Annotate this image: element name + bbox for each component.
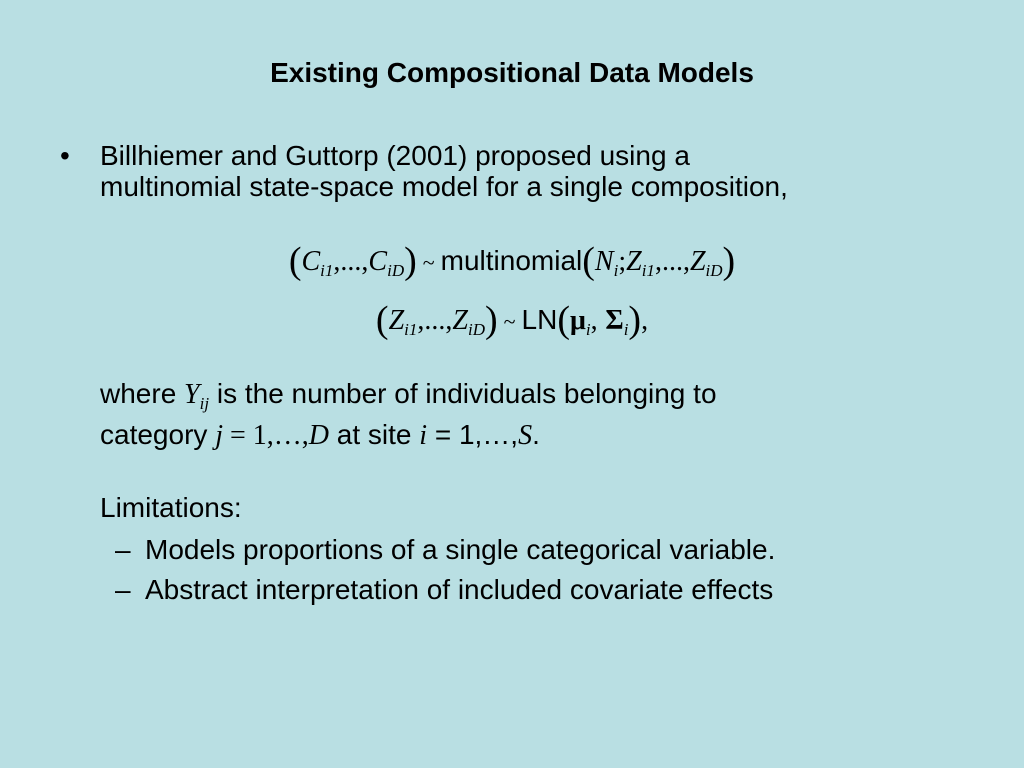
where-rest: is the number of individuals belonging to bbox=[209, 378, 717, 409]
close-paren: ) bbox=[484, 299, 498, 341]
slide-title: Existing Compositional Data Models bbox=[270, 57, 754, 88]
limitation-item bbox=[115, 534, 775, 565]
j-range: = 1,…, bbox=[222, 420, 309, 451]
open-paren: ( bbox=[375, 299, 389, 341]
eq2-comma: , bbox=[590, 305, 598, 336]
eq2-sub-i1: i1 bbox=[404, 320, 418, 339]
eq1-dots-2: ,..., bbox=[654, 246, 690, 277]
eq2-mu-sub-i: i bbox=[585, 320, 591, 339]
eq1-N: N bbox=[594, 246, 614, 277]
limitation-item bbox=[115, 574, 773, 605]
eq1-C2: C bbox=[368, 246, 388, 277]
close-paren: ) bbox=[628, 299, 642, 341]
eq1-semicolon: ; bbox=[618, 246, 627, 277]
var-i: i bbox=[419, 420, 428, 451]
eq1-Z: Z bbox=[626, 246, 642, 277]
category-word: category bbox=[100, 419, 208, 450]
eq2-Z: Z bbox=[388, 305, 405, 336]
eq2-Z2: Z bbox=[452, 305, 468, 336]
eq1-sub-i: i bbox=[613, 261, 619, 280]
eq1-Z2: Z bbox=[689, 246, 706, 277]
dash-marker: – bbox=[115, 574, 131, 605]
close-paren: ) bbox=[404, 240, 417, 282]
i-range: = 1,…, bbox=[427, 419, 519, 450]
var-Y: Y bbox=[184, 379, 200, 410]
where-paragraph bbox=[100, 378, 980, 451]
open-paren: ( bbox=[288, 240, 302, 282]
close-paren: ) bbox=[722, 240, 736, 282]
intro-line-2: multinomial state-space model for a single composition, bbox=[100, 171, 788, 202]
eq1-dots: ,..., bbox=[333, 246, 369, 277]
var-j: j bbox=[215, 420, 223, 451]
eq1-z-sub-iD: iD bbox=[705, 261, 723, 280]
open-paren: ( bbox=[582, 240, 595, 282]
eq2-dots: ,..., bbox=[417, 305, 453, 336]
var-S: S bbox=[518, 420, 533, 451]
equation-multinomial bbox=[0, 241, 1024, 291]
limitation-text: Models proportions of a single categorical variable. bbox=[145, 534, 776, 565]
eq2-mu: μ bbox=[569, 305, 586, 336]
var-D: D bbox=[308, 420, 329, 451]
bullet-marker: • bbox=[60, 140, 70, 171]
var-Y-sub: ij bbox=[199, 394, 210, 413]
eq1-C: C bbox=[301, 246, 321, 277]
eq2-sigma-sub-i: i bbox=[623, 320, 629, 339]
where-word: where bbox=[100, 378, 177, 409]
eq2-sigma: Σ bbox=[605, 305, 624, 336]
limitation-text: Abstract interpretation of included covariate effects bbox=[145, 574, 774, 605]
eq2-tilde: ~ bbox=[503, 309, 516, 334]
where-line-1 bbox=[100, 378, 980, 419]
at-site: at site bbox=[329, 419, 420, 450]
eq2-trailing-comma: , bbox=[641, 305, 649, 336]
eq1-z-sub-i1: i1 bbox=[641, 261, 655, 280]
eq1-sub-iD: iD bbox=[387, 261, 405, 280]
intro-line-1: Billhiemer and Guttorp (2001) proposed using a bbox=[100, 140, 690, 171]
equation-logistic-normal bbox=[0, 300, 1024, 350]
eq1-tilde: ~ bbox=[422, 250, 435, 275]
limitations-label: Limitations: bbox=[100, 492, 242, 523]
eq2-dist-name: LN bbox=[521, 304, 558, 335]
intro-paragraph bbox=[100, 140, 980, 202]
eq1-dist-name: multinomial bbox=[440, 245, 583, 276]
dash-marker: – bbox=[115, 534, 131, 565]
period: . bbox=[532, 419, 540, 450]
open-paren: ( bbox=[557, 299, 570, 341]
where-line-2 bbox=[100, 419, 980, 451]
eq1-sub-i1: i1 bbox=[320, 261, 334, 280]
eq2-sub-iD: iD bbox=[467, 320, 485, 339]
